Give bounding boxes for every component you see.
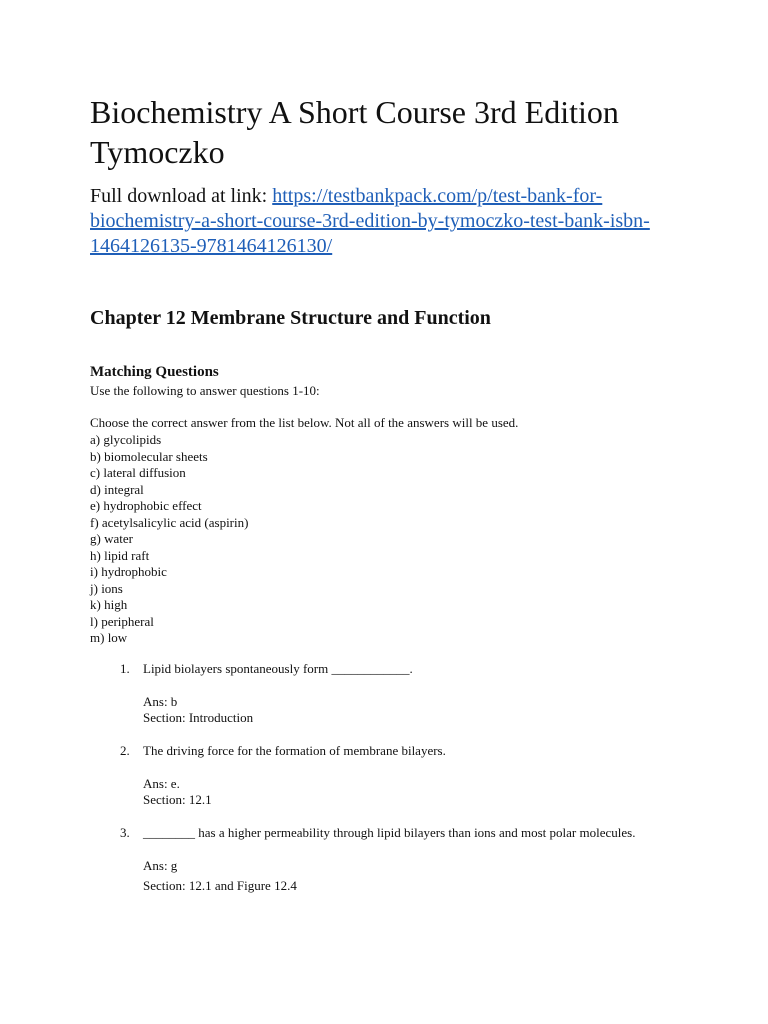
question-number: 2.: [120, 743, 130, 758]
chapter-heading: Chapter 12 Membrane Structure and Function: [90, 307, 491, 329]
question-answer: Ans: g: [143, 858, 178, 873]
instructions-text: Use the following to answer questions 1-10:: [90, 383, 320, 398]
question-text: ________ has a higher permeability through lipid bilayers than ions and most polar molecules.: [143, 825, 636, 840]
answer-choice-d: d) integral: [90, 481, 144, 497]
download-link-line-1: https://testbankpack.com/p/test-bank-for-: [272, 185, 603, 207]
download-link-line-3: 1464126135-9781464126130/: [90, 235, 333, 257]
document-title: [90, 92, 730, 172]
answer-choice-h: h) lipid raft: [90, 547, 150, 563]
answer-choice-l: l) peripheral: [90, 613, 154, 629]
answer-choice-j: j) ions: [90, 580, 123, 596]
answer-choice-f: f) acetylsalicylic acid (aspirin): [90, 514, 249, 530]
answer-choice-c: c) lateral diffusion: [90, 465, 186, 480]
question-section: Section: 12.1 and Figure 12.4: [143, 878, 297, 893]
answer-choice-e: e) hydrophobic effect: [90, 498, 202, 513]
answer-choice-k: k) high: [90, 597, 128, 612]
question-text: The driving force for the formation of membrane bilayers.: [143, 743, 446, 758]
section-heading: Matching Questions: [90, 364, 219, 380]
question-section: Section: 12.1: [143, 792, 212, 807]
answer-choice-list: [90, 432, 248, 647]
answer-choice-a: a) glycolipids: [90, 432, 162, 447]
answer-choice-b: b) biomolecular sheets: [90, 448, 208, 464]
choose-answer-text: Choose the correct answer from the list below. Not all of the answers will be used.: [90, 415, 519, 430]
question-text: Lipid biolayers spontaneously form ____________.: [143, 661, 413, 676]
document-title-line-1: Biochemistry A Short Course 3rd Edition: [90, 94, 619, 130]
question-answer: Ans: b: [143, 694, 178, 709]
answer-choice-i: i) hydrophobic: [90, 564, 167, 579]
question-number: 3.: [120, 825, 130, 840]
download-label: Full download at link:: [90, 185, 273, 207]
answer-choice-g: g) water: [90, 531, 133, 546]
document-title-line-2: Tymoczko: [90, 134, 225, 170]
question-section: Section: Introduction: [143, 710, 254, 725]
download-paragraph: [90, 184, 690, 259]
question-answer: Ans: e.: [143, 776, 180, 791]
question-number: 1.: [120, 661, 130, 676]
download-link-line-2: biochemistry-a-short-course-3rd-edition-by-tymoczko-test-bank-isbn-: [90, 210, 650, 232]
answer-choice-m: m) low: [90, 630, 128, 645]
